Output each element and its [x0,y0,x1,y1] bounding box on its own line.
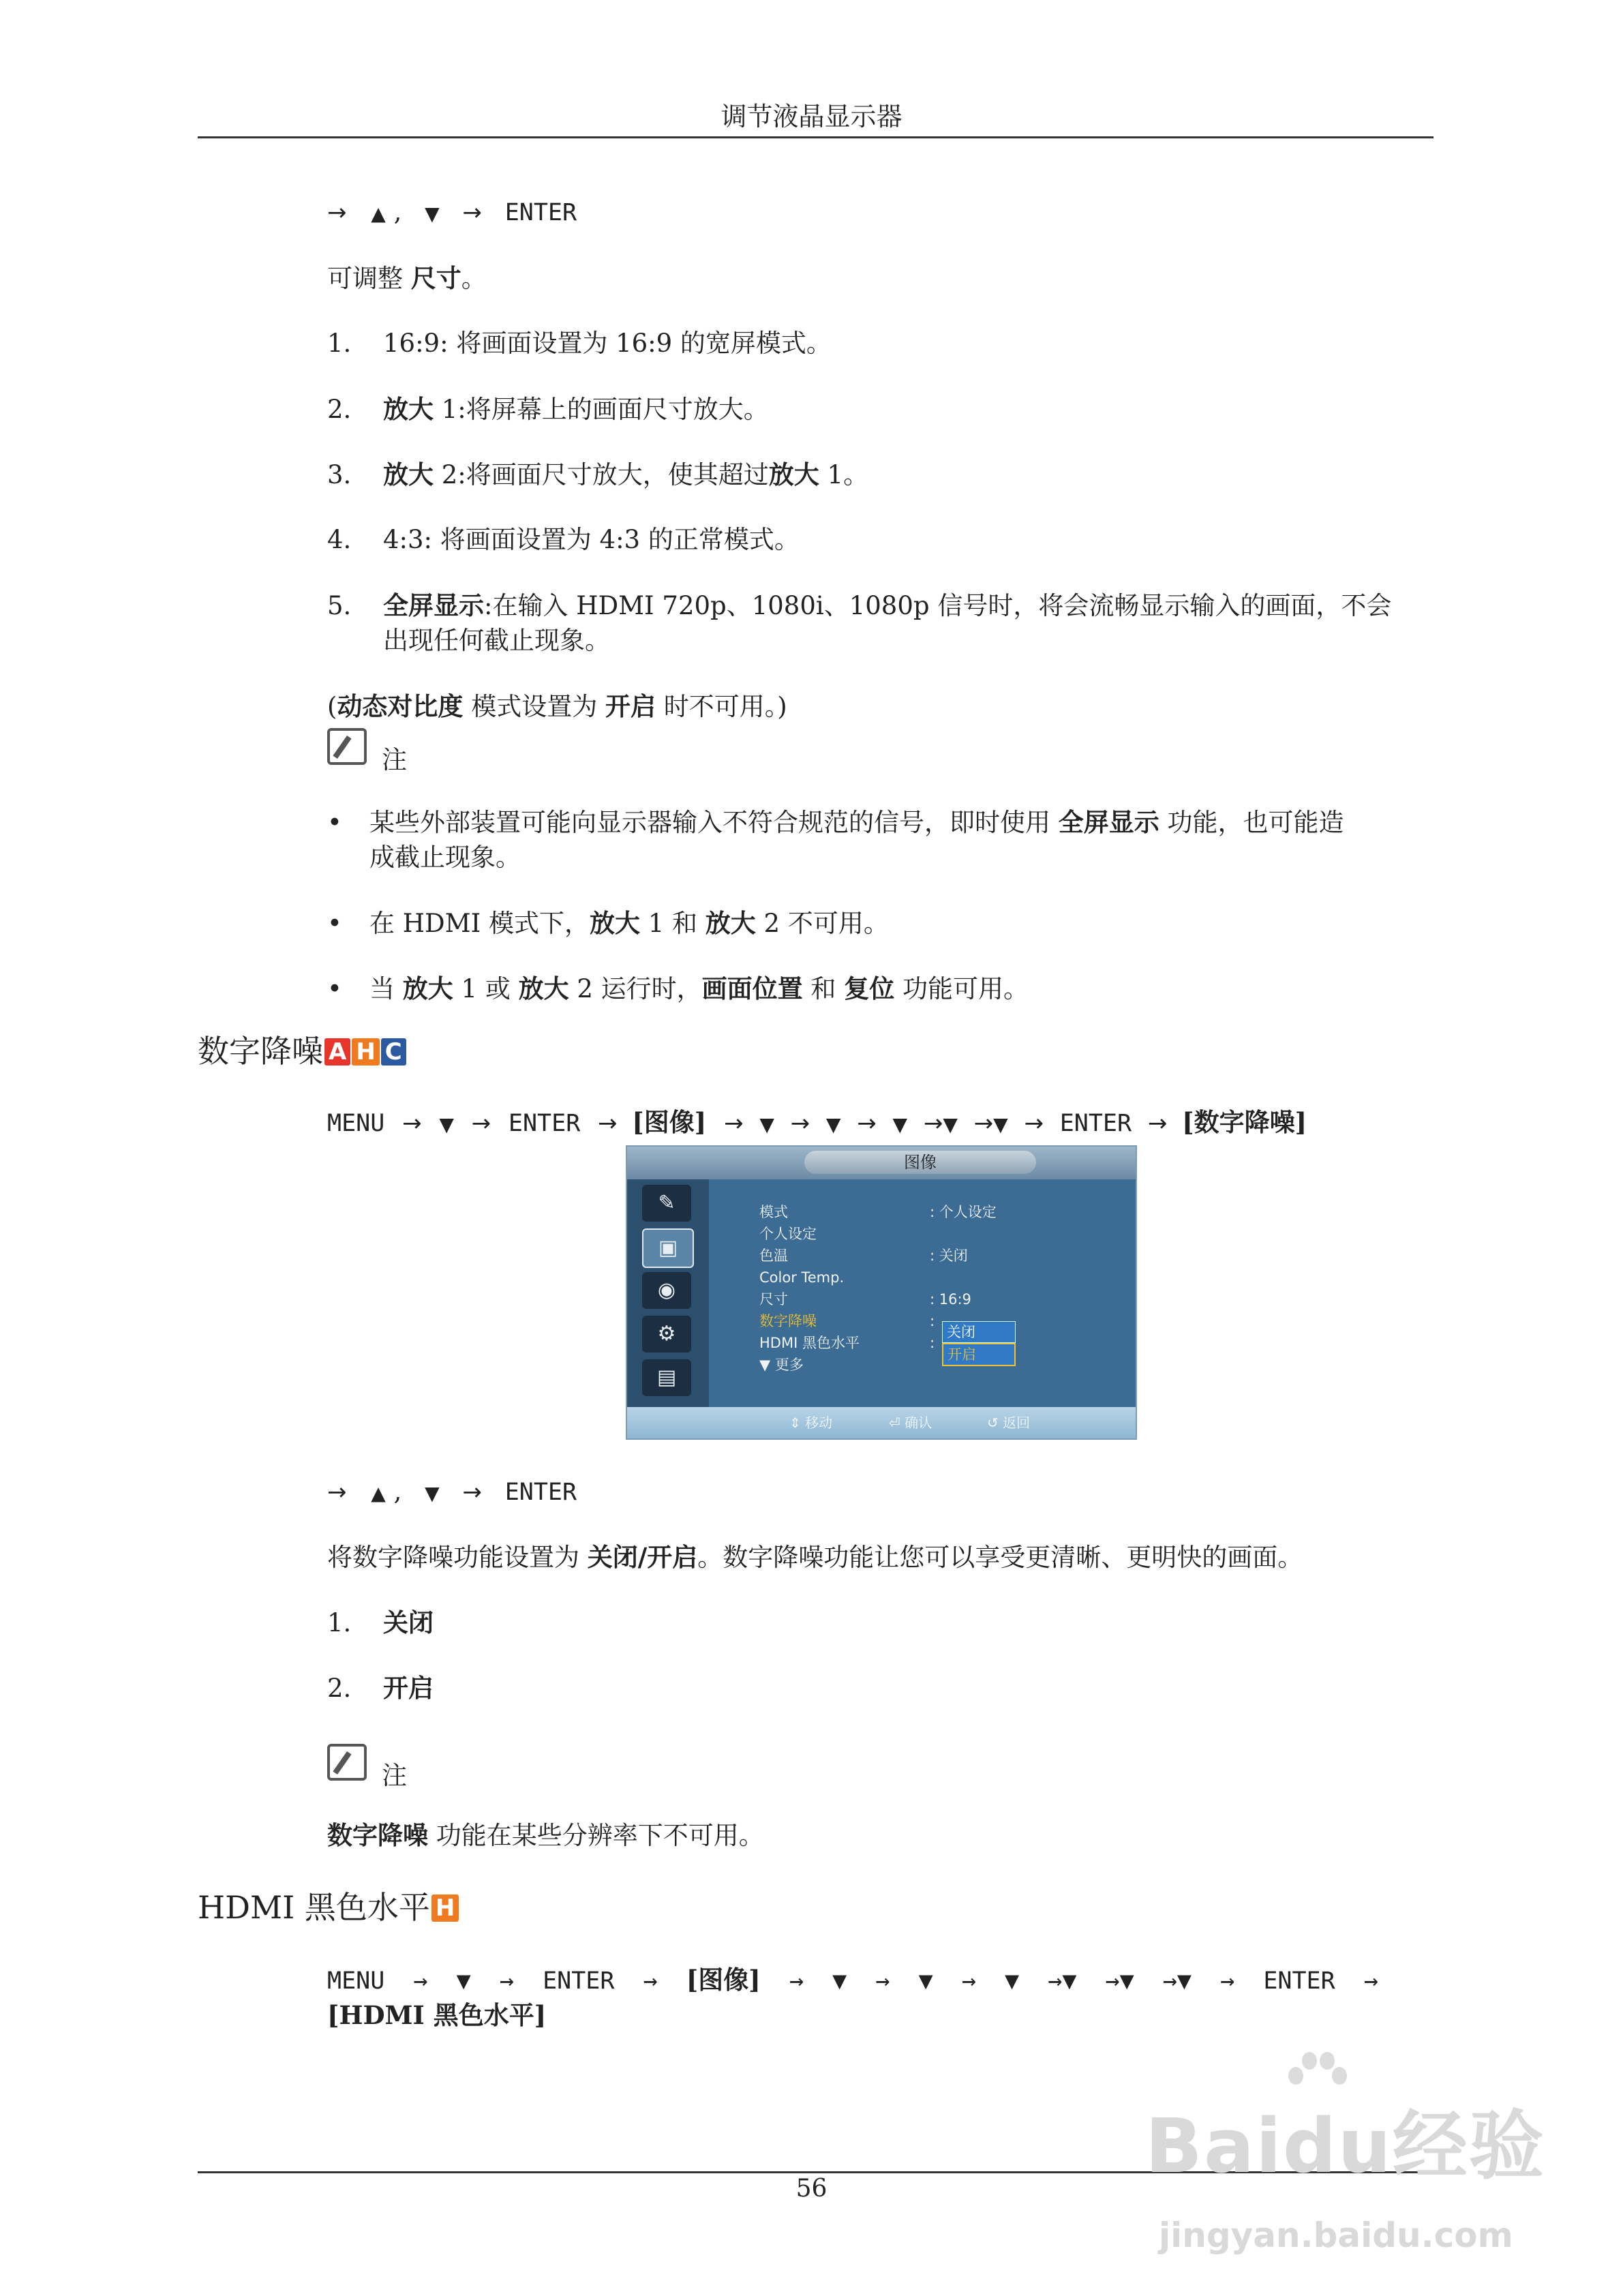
arrow-icon: → [973,1110,994,1137]
item-text: 1:将屏幕上的画面尺寸放大。 [434,395,769,424]
bullet-term: 全屏显示 [1058,807,1159,837]
enter-key-label: ENTER [504,1479,577,1506]
bullet-text: 在 HDMI 模式下， [369,909,590,938]
item-number: 1. [327,1608,352,1637]
bullet-term: 放大 [518,973,569,1003]
osd-row-value: : [930,1335,935,1351]
menu-path-text: MENU → ▼ → ENTER → [327,1967,686,1995]
badge-h-icon: H [352,1038,379,1066]
enter-key-label: ENTER [504,199,577,226]
size-restriction [327,689,787,725]
nav-comma: , [393,197,402,226]
size-bullet-1 [327,804,1344,841]
dnr-item-1 [327,1605,434,1641]
bullet-term: 复位 [844,973,895,1003]
osd-row-size[interactable] [759,1288,1073,1310]
arrow-icon: → [790,1110,810,1137]
size-item-2 [327,391,769,427]
size-bullet-1-cont: 成截止现象。 [369,843,521,872]
down-arrow-icon: ▼ [892,1113,908,1136]
bullet-text: 和 [802,974,845,1003]
bullet-term: 放大 [402,973,453,1003]
note-icon [327,1744,367,1781]
bullet-text: 功能可用。 [894,974,1029,1003]
osd-move-hint: ⇕ 移动 [789,1415,833,1431]
item-number: 3. [327,460,352,489]
up-arrow-icon: ▲ [371,202,386,225]
bullet-icon: • [327,909,342,938]
size-item-1 [327,326,832,361]
badge-a-icon: A [324,1038,350,1066]
note-label: 注 [382,1761,407,1790]
osd-row-dnr[interactable] [759,1310,1073,1332]
arrow-icon: → [327,1479,347,1506]
menu-term: [图像] [686,1965,761,1995]
size-nav-line [327,194,577,232]
bullet-icon: • [327,974,342,1003]
size-intro [327,260,487,297]
arrow-icon: → [462,199,482,226]
setup-icon[interactable]: ⚙ [642,1316,691,1353]
menu-path-text: → ▼ → ▼ → ▼ →▼ →▼ →▼ → ENTER → [760,1967,1378,1995]
dnr-intro [327,1539,1303,1575]
bullet-text: 某些外部装置可能向显示器输入不符合规范的信号，即时使用 [369,808,1059,837]
note-label: 注 [382,745,407,774]
item-number: 5. [327,591,352,620]
item-term: 全屏显示 [383,590,484,620]
item-text: 1。 [819,460,869,489]
bullet-text: 功能，也可能造 [1159,808,1344,837]
hdmi-menu-path-cont: [HDMI 黑色水平] [327,2000,547,2030]
hdmi-section-heading [198,1887,459,1928]
item-text: 2:将画面尺寸放大，使其超过 [434,460,769,489]
paren: ( [327,692,337,721]
size-item-5-cont: 出现任何截止现象。 [383,626,610,655]
osd-row-key: 数字降噪 [759,1313,817,1329]
osd-row-mode[interactable] [759,1201,1073,1223]
intro-suffix: 。数字降噪功能让您可以享受更清晰、更明快的画面。 [697,1543,1303,1572]
arrow-icon: → [471,1110,491,1137]
bullet-term: 放大 [705,908,756,938]
osd-row-value: : 个人设定 [930,1204,997,1220]
osd-title: 图像 [804,1151,1036,1174]
enter-key-label: ENTER [1059,1110,1132,1137]
osd-row-value: : 关闭 [930,1248,968,1264]
item-text: 4:3: 将画面设置为 4:3 的正常模式。 [383,525,800,554]
baidu-watermark [1145,2066,1554,2270]
bullet-text: 2 运行时， [568,974,702,1003]
osd-back-hint: ↺ 返回 [987,1415,1031,1431]
arrow-icon: → [327,199,347,226]
osd-footer [627,1407,1136,1438]
intro-term: 尺寸 [410,263,461,293]
section-title: HDMI 黑色水平 [198,1889,430,1926]
down-arrow-icon: ▼ [759,1113,774,1136]
osd-row-key: Color Temp. [759,1269,845,1286]
item-term: 关闭 [383,1607,434,1637]
item-text: 16:9: 将画面设置为 16:9 的宽屏模式。 [383,329,832,358]
down-arrow-icon: ▼ [425,1482,440,1505]
item-number: 2. [327,395,352,424]
restriction-term: 开启 [605,691,656,721]
intro-prefix: 将数字降噪功能设置为 [327,1543,588,1572]
item-term: 放大 [768,459,819,489]
osd-screenshot [626,1145,1137,1440]
osd-row-key: 尺寸 [759,1291,788,1308]
item-number: 1. [327,329,352,358]
size-item-3 [327,457,868,493]
bullet-term: 放大 [589,908,640,938]
osd-confirm-hint: ⏎ 确认 [889,1415,932,1431]
down-arrow-icon: ▼ [425,202,440,225]
size-item-4 [327,522,800,558]
nav-comma: , [393,1477,402,1506]
item-number: 4. [327,525,352,554]
restriction-term: 动态对比度 [337,691,464,721]
osd-row-color-tone[interactable] [759,1245,1073,1267]
up-arrow-icon: ▲ [371,1482,386,1505]
header-rule [198,136,1434,138]
picture-icon[interactable]: ▣ [642,1228,694,1268]
arrow-icon: → [923,1110,943,1137]
osd-row-custom[interactable] [759,1223,1073,1245]
restriction-text: 模式设置为 [463,692,605,721]
intro-suffix: 。 [461,264,487,293]
osd-titlebar [627,1147,1136,1179]
size-bullet-2 [327,905,889,941]
down-arrow-icon: ▼ [943,1113,958,1136]
item-term: 放大 [383,459,434,489]
osd-row-key: 色温 [759,1248,788,1264]
down-arrow-icon: ▼ [993,1113,1008,1136]
osd-option-on[interactable]: 开启 [942,1343,1016,1366]
arrow-icon: → [598,1110,618,1137]
item-term: 开启 [383,1673,434,1703]
osd-dropdown[interactable] [942,1321,1016,1366]
osd-row-more[interactable] [759,1354,1073,1376]
menu-term: [数字降噪] [1182,1107,1307,1137]
osd-row-key: 个人设定 [759,1226,817,1242]
badge-c-icon: C [381,1038,406,1066]
osd-row-key: 模式 [759,1204,788,1220]
osd-row-value: : [930,1313,935,1329]
item-number: 2. [327,1674,352,1703]
dnr-item-2 [327,1670,434,1706]
hdmi-menu-path [327,1962,1378,1999]
enter-key-label: ENTER [508,1110,581,1137]
menu-key-label: MENU [327,1110,385,1137]
intro-term: 关闭/开启 [587,1542,698,1572]
input-icon[interactable]: ▤ [642,1359,691,1396]
down-arrow-icon: ▼ [439,1113,454,1136]
menu-term: [图像] [632,1107,707,1137]
osd-menu-list [759,1201,1073,1376]
osd-row-hdmi-black[interactable] [759,1332,1073,1354]
page-header-title: 调节液晶显示器 [721,102,902,132]
osd-row-value: : 16:9 [930,1291,971,1308]
dnr-nav-line [327,1474,577,1511]
size-item-5 [327,588,1391,624]
osd-sidebar [627,1179,709,1408]
dnr-section-heading [198,1031,406,1072]
watermark-main: Baidu经验 [1145,2102,1545,2190]
item-term: 放大 [383,394,434,424]
bullet-text: 1 或 [453,974,519,1003]
bullet-text: 2 不可用。 [755,909,889,938]
watermark-sub: jingyan.baidu.com [1159,2216,1513,2255]
note-term: 数字降噪 [327,1820,428,1850]
bullet-term: 画面位置 [701,973,803,1003]
arrow-icon: → [402,1110,422,1137]
restriction-text: 时不可用。) [655,692,787,721]
osd-row-key: HDMI 黑色水平 [759,1335,860,1351]
osd-row-key: ▼ 更多 [759,1357,804,1373]
osd-row-color-temp[interactable] [759,1267,1073,1288]
bullet-text: 1 和 [639,909,706,938]
down-arrow-icon: ▼ [825,1113,841,1136]
arrow-icon: → [857,1110,877,1137]
arrow-icon: → [724,1110,744,1137]
arrow-icon: → [1147,1110,1168,1137]
arrow-icon: → [1024,1110,1044,1137]
page-number: 56 [795,2175,828,2203]
section-title: 数字降噪 [198,1033,323,1070]
dnr-menu-path [327,1104,1307,1143]
intro-prefix: 可调整 [327,264,411,293]
bullet-icon: • [327,808,342,837]
note-icon [327,728,367,765]
item-text: :在输入 HDMI 720p、1080i、1080p 信号时，将会流畅显示输入的画面，不会 [484,591,1392,620]
badge-h-icon: H [431,1894,459,1922]
note-text: 功能在某些分辨率下不可用。 [428,1821,764,1850]
osd-option-off[interactable]: 关闭 [942,1321,1016,1343]
arrow-icon: → [462,1479,482,1506]
dnr-note-text [327,1817,764,1854]
size-bullet-3 [327,971,1029,1007]
bullet-text: 当 [369,974,403,1003]
sound-icon[interactable]: ◉ [642,1272,691,1309]
tools-icon[interactable]: ✎ [642,1185,691,1222]
